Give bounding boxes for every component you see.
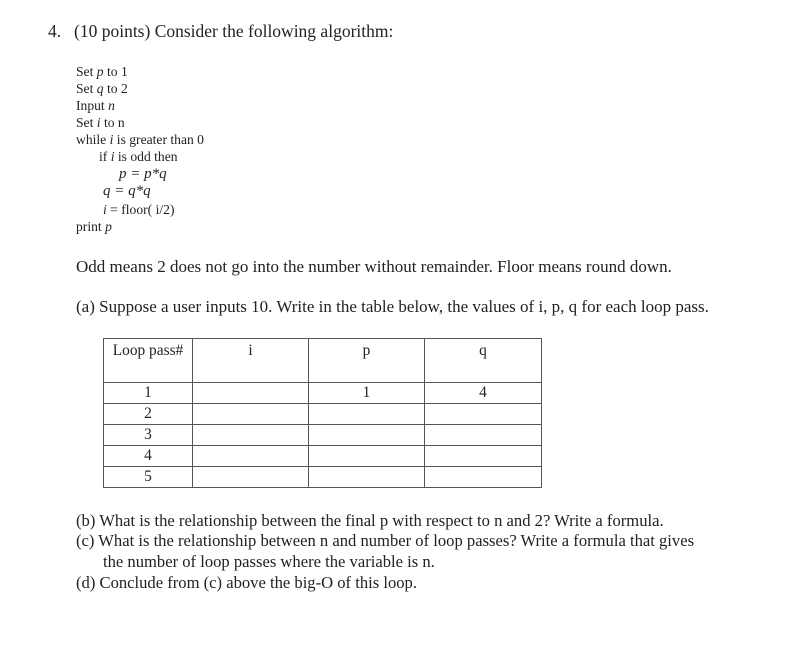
cell-p[interactable]: [309, 467, 425, 488]
cell-i[interactable]: [193, 446, 309, 467]
algo-text: to 1: [103, 64, 128, 79]
algo-text: while: [76, 132, 110, 147]
algo-line-3: [76, 97, 115, 114]
algo-var: p: [96, 64, 104, 79]
part-b-text: (b) What is the relationship between the final p with respect to n and 2? Write a formula.: [76, 511, 664, 530]
cell-pass: 4: [104, 446, 193, 467]
algo-text: to 2: [103, 81, 128, 96]
algo-text: Set: [76, 115, 97, 130]
header-i: i: [193, 339, 309, 383]
algo-text: to n: [100, 115, 125, 130]
table-header-row: [104, 339, 542, 383]
loop-table: [103, 338, 542, 488]
table-row: [104, 404, 542, 425]
header-q: q: [425, 339, 542, 383]
cell-pass: 5: [104, 467, 193, 488]
question-title: (10 points) Consider the following algorithm:: [74, 21, 394, 41]
algo-text: if: [99, 149, 111, 164]
algo-var: i: [103, 202, 107, 217]
header-loop-pass: Loop pass#: [104, 339, 193, 383]
algo-text: = floor( i/2): [106, 202, 175, 217]
part-d-text: (d) Conclude from (c) above the big-O of this loop.: [76, 573, 418, 592]
question-heading: [48, 21, 393, 42]
note-text: Odd means 2 does not go into the number without remainder. Floor means round down.: [76, 257, 672, 276]
algo-line-1: [76, 63, 128, 80]
cell-q[interactable]: [425, 446, 542, 467]
algo-var: n: [108, 98, 115, 113]
algo-var: p = p*q: [119, 166, 167, 182]
cell-i[interactable]: [193, 404, 309, 425]
table-row: [104, 446, 542, 467]
algo-var: q = q*q: [103, 183, 151, 199]
cell-p[interactable]: [309, 404, 425, 425]
algo-var: q: [96, 81, 104, 96]
algo-line-5: [76, 131, 204, 148]
algo-text: print: [76, 219, 106, 234]
algo-text: Set: [76, 64, 97, 79]
cell-p[interactable]: 1: [309, 383, 425, 404]
cell-p[interactable]: [309, 425, 425, 446]
table-row: [104, 467, 542, 488]
algo-text: is odd then: [114, 149, 178, 164]
cell-q[interactable]: [425, 425, 542, 446]
algo-line-4: [76, 114, 125, 131]
algo-var: i: [110, 149, 115, 164]
cell-i[interactable]: [193, 383, 309, 404]
cell-p[interactable]: [309, 446, 425, 467]
cell-pass: 2: [104, 404, 193, 425]
cell-i[interactable]: [193, 425, 309, 446]
algo-text: is greater than 0: [113, 132, 204, 147]
algo-line-6: [99, 148, 178, 165]
algo-line-9: [103, 201, 174, 218]
algo-line-2: [76, 80, 128, 97]
table-row: [104, 383, 542, 404]
cell-q[interactable]: 4: [425, 383, 542, 404]
algo-text: Set: [76, 81, 97, 96]
algo-line-7: [119, 166, 167, 183]
part-c-text: (c) What is the relationship between n and number of loop passes? Write a formula that gives: [76, 531, 695, 550]
cell-q[interactable]: [425, 404, 542, 425]
cell-pass: 3: [104, 425, 193, 446]
table-row: [104, 425, 542, 446]
algo-line-8: [103, 183, 151, 200]
algo-var: i: [96, 115, 101, 130]
cell-q[interactable]: [425, 467, 542, 488]
algo-line-10: [76, 218, 112, 235]
cell-i[interactable]: [193, 467, 309, 488]
algo-var: i: [109, 132, 114, 147]
algo-var: p: [105, 219, 112, 234]
header-p: p: [309, 339, 425, 383]
part-c-text-continued: the number of loop passes where the variable is n.: [103, 552, 435, 571]
algo-text: Input: [76, 98, 109, 113]
part-a-text: (a) Suppose a user inputs 10. Write in the table below, the values of i, p, q for each loop pass.: [76, 297, 709, 316]
cell-pass: 1: [104, 383, 193, 404]
question-number: 4.: [48, 21, 62, 41]
